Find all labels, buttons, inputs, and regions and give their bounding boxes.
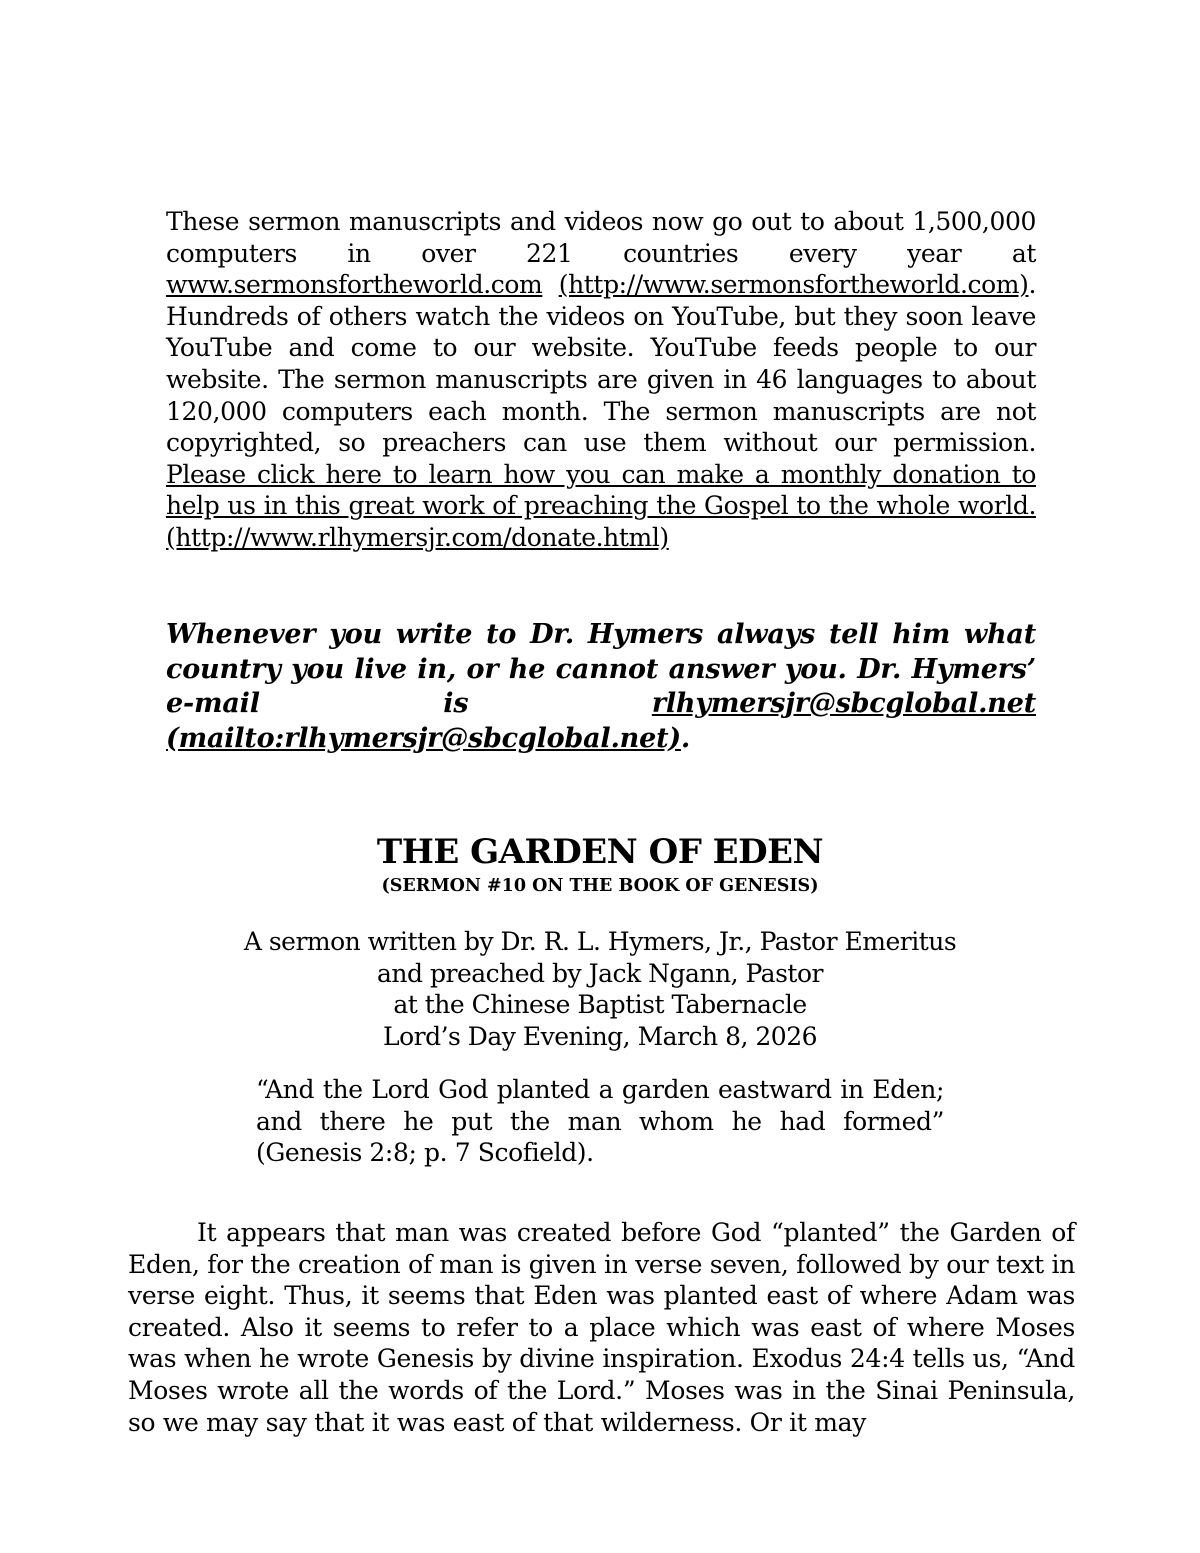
- mailto-link[interactable]: (mailto:rlhymersjr@sbcglobal.net): [166, 722, 681, 754]
- byline-line: at the Chinese Baptist Tabernacle: [393, 990, 807, 1020]
- byline-line: Lord’s Day Evening, March 8, 2026: [382, 1021, 818, 1051]
- sermon-byline: [0, 926, 1200, 1052]
- notice-end: .: [680, 722, 691, 754]
- sermon-title: THE GARDEN OF EDEN: [376, 832, 824, 872]
- byline-line: A sermon written by Dr. R. L. Hymers, Jr., Pastor Emeritus: [243, 927, 957, 956]
- email-link[interactable]: rlhymersjr@sbcglobal.net: [651, 688, 1036, 720]
- intro-text-2: . Hundreds of others watch the videos on YouTube, but they soon leave YouTube and come to our website. YouTube feeds people to our website. The sermon manuscripts are given in 46 languages to about 120,000 computers each month. The sermon manuscripts are not copyrighted, so preachers can use them without our permission.: [166, 270, 1036, 458]
- body-paragraph: It appears that man was created before God “planted” the Garden of Eden, for the creation of man is given in verse seven, followed by our text in verse eight. Thus, it seems that Eden was planted east of where Adam was created. Also it seems to refer to a place which was east of where Moses was when he wrote Genesis by divine inspiration. Exodus 24:4 tells us, “And Moses wrote all the words of the Lord.” Moses was in the Sinai Peninsula, so we may say that it was east of that wilderness. Or it may: [128, 1218, 1075, 1437]
- donate-link[interactable]: Please click here to learn how you can make a monthly donation to help us in this great work of preaching the Gospel to the whole world.: [166, 459, 1036, 521]
- byline-line: and preached by Jack Ngann, Pastor: [377, 958, 823, 988]
- donate-url-link[interactable]: (http://www.rlhymersjr.com/donate.html): [166, 522, 669, 552]
- notice-text: Whenever you write to Dr. Hymers always tell him what country you live in, or he cannot answer you. Dr. Hymers’ e-mail is: [166, 619, 1036, 720]
- intro-text-1: These sermon manuscripts and videos now go out to about 1,500,000 computers in over 221 countries every year at: [166, 207, 1036, 268]
- intro-paragraph: [166, 206, 1036, 554]
- site-link[interactable]: www.sermonsfortheworld.com: [166, 270, 543, 300]
- site-url-link[interactable]: (http://www.sermonsfortheworld.com): [558, 270, 1029, 300]
- sermon-subtitle: (SERMON #10 ON THE BOOK OF GENESIS): [381, 876, 819, 896]
- contact-notice: [166, 618, 1036, 756]
- scripture-text-quote: “And the Lord God planted a garden eastward in Eden; and there he put the man whom he had formed” (Genesis 2:8; p. 7 Scofield).: [256, 1075, 944, 1168]
